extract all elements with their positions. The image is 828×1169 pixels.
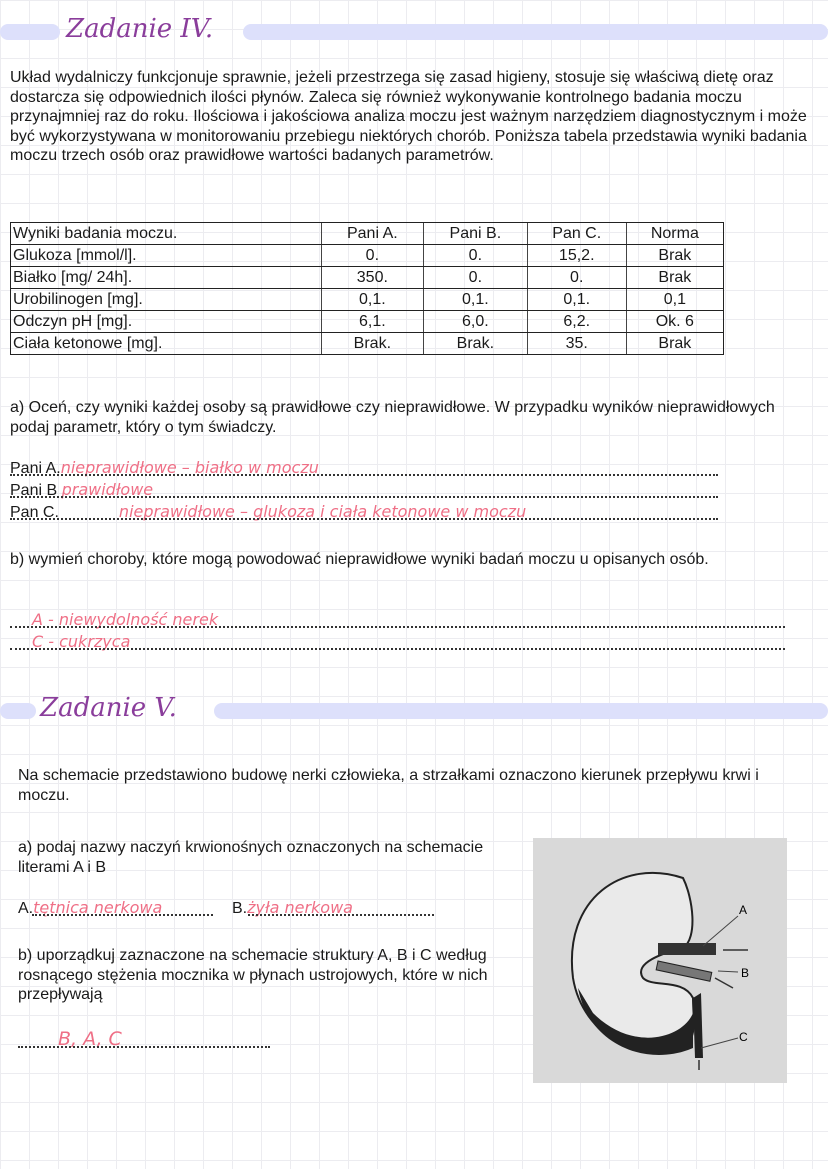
table-cell: Glukoza [mmol/l]. [11, 245, 322, 267]
label: B. [232, 900, 248, 917]
header-band [243, 24, 828, 40]
table-cell: 15,2. [527, 245, 626, 267]
answer-line-b[interactable] [232, 898, 434, 918]
task5-question-a: a) podaj nazwy naczyń krwionośnych oznaczonych na schemacie literami A i B [18, 839, 484, 876]
answer-line-a[interactable] [18, 898, 213, 918]
table-cell: 35. [527, 333, 626, 355]
table-cell: 6,1. [321, 311, 423, 333]
table-cell: 0. [423, 245, 527, 267]
table-cell: 0,1. [527, 289, 626, 311]
kidney-diagram [533, 838, 787, 1083]
table-cell: Wyniki badania moczu. [11, 223, 322, 245]
table-cell: 0,1. [321, 289, 423, 311]
answer-line-pan-c[interactable] [10, 502, 718, 522]
label-b: B [741, 966, 750, 980]
label-c: C [739, 1030, 748, 1044]
table-cell: Brak. [423, 333, 527, 355]
urine-results-table [10, 222, 724, 355]
table-cell: Ciała ketonowe [mg]. [11, 333, 322, 355]
task5-title: Zadanie V. [40, 693, 177, 723]
table-cell: 0,1 [626, 289, 723, 311]
label: Pani A. [10, 460, 61, 477]
table-cell: Pani A. [321, 223, 423, 245]
table-row [11, 311, 724, 333]
label: Pani B [10, 482, 58, 499]
table-cell: 350. [321, 267, 423, 289]
table-row [11, 223, 724, 245]
table-cell: Brak [626, 333, 723, 355]
table-row [11, 267, 724, 289]
table-cell: Brak. [321, 333, 423, 355]
handwritten-answer: tętnica nerkowa [33, 898, 163, 917]
table-cell: 0. [321, 245, 423, 267]
handwritten-answer: C - cukrzyca [32, 632, 131, 651]
answer-line[interactable] [10, 632, 785, 652]
table-cell: Białko [mg/ 24h]. [11, 267, 322, 289]
handwritten-answer: nieprawidłowe – glukoza i ciała ketonowe w moczu [118, 502, 527, 521]
table-cell: 0,1. [423, 289, 527, 311]
table-row [11, 289, 724, 311]
table-cell: Urobilinogen [mg]. [11, 289, 322, 311]
task4-question-b: b) wymień choroby, które mogą powodować nieprawidłowe wyniki badań moczu u opisanych osób. [10, 551, 709, 568]
handwritten-answer: żyła nerkowa [247, 898, 353, 917]
table-cell: Norma [626, 223, 723, 245]
handwritten-answer: prawidłowe [61, 480, 154, 499]
handwritten-answer: B, A, C [58, 1028, 122, 1050]
task5-intro: Na schemacie przedstawiono budowę nerki człowieka, a strzałkami oznaczono kierunek przepływu krwi i moczu. [18, 767, 759, 804]
table-cell: 6,0. [423, 311, 527, 333]
table-row [11, 333, 724, 355]
answer-line[interactable] [10, 610, 785, 630]
label: A. [18, 900, 34, 917]
answer-line-pani-b[interactable] [10, 480, 718, 500]
header-band [0, 703, 36, 719]
table-cell: 6,2. [527, 311, 626, 333]
handwritten-answer: nieprawidłowe – białko w moczu [60, 458, 319, 477]
task5-question-b: b) uporządkuj zaznaczone na schemacie struktury A, B i C według rosnącego stężenia mocznika w płynach ustrojowych, które w nich przepływają [18, 947, 488, 1003]
table-cell: Brak [626, 245, 723, 267]
kidney-drawing [533, 838, 787, 1083]
task4-intro: Układ wydalniczy funkcjonuje sprawnie, jeżeli przestrzega się zasad higieny, stosuje się właściwą dietę oraz dostarcza się odpowiednich ilości płynów. Zaleca się również wykonywanie kontrolnego badania moczu przynajmniej raz do roku. Ilościowa i jakościowa analiza moczu jest ważnym narzędziem diagnostycznym i może być wykorzystywana w monitorowaniu przebiegu niektórych chorób. Poniższa tabela przedstawia wyniki badania moczu trzech osób oraz prawidłowe wartości badanych parametrów. [10, 69, 807, 164]
table-cell: 0. [423, 267, 527, 289]
answer-line-pani-a[interactable] [10, 458, 718, 478]
label-a: A [739, 903, 748, 917]
task4-title: Zadanie IV. [66, 14, 214, 44]
answer-line[interactable] [18, 1028, 270, 1050]
table-cell: Ok. 6 [626, 311, 723, 333]
table-cell: Pani B. [423, 223, 527, 245]
task4-question-a: a) Oceń, czy wyniki każdej osoby są prawidłowe czy nieprawidłowe. W przypadku wyników nieprawidłowych podaj parametr, który o tym świadczy. [10, 399, 775, 436]
header-band [214, 703, 828, 719]
table-cell: Pan C. [527, 223, 626, 245]
table-cell: Odczyn pH [mg]. [11, 311, 322, 333]
table-row [11, 245, 724, 267]
table-cell: Brak [626, 267, 723, 289]
table-cell: 0. [527, 267, 626, 289]
label: Pan C. [10, 504, 59, 521]
handwritten-answer: A - niewydolność nerek [32, 610, 219, 629]
header-band [0, 24, 60, 40]
